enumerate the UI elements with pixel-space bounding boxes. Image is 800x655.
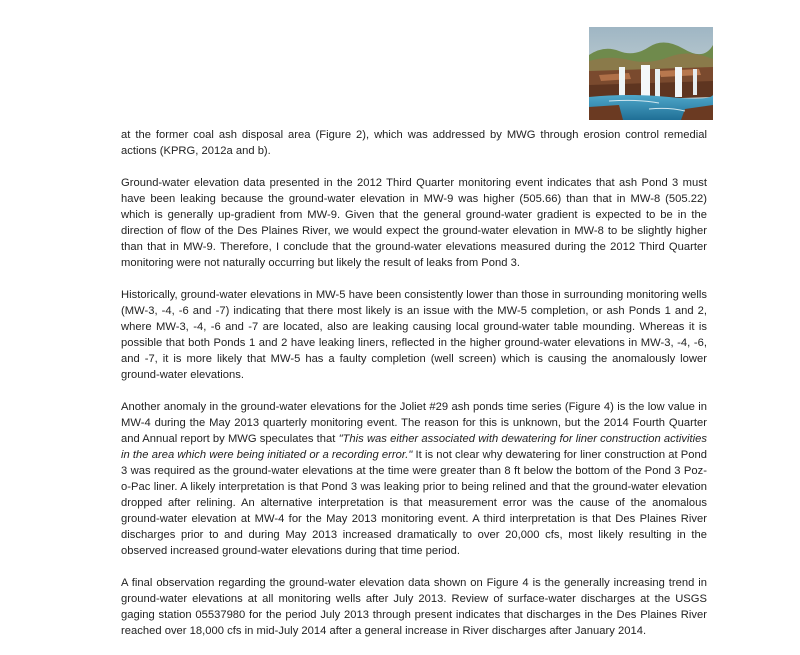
body-text (121, 127, 707, 655)
paragraph-1: at the former coal ash disposal area (Figure 2), which was addressed by MWG through erosion control remedial actions (KPRG, 2012a and b). (121, 129, 707, 157)
paragraph-4-quote: "This was either associated with dewatering for liner construction activities in the area which were being initiated or a recording error." (121, 433, 707, 461)
waterfall-image (589, 27, 713, 120)
paragraph-4 (121, 399, 707, 559)
waterfall-photo-logo (589, 27, 713, 120)
paragraph-5: A final observation regarding the ground-water elevation data shown on Figure 4 is the generally increasing trend in ground-water elevations at all monitoring wells after July 2013. Review of surface-water discharges at the USGS gaging station 05537980 for the period July 2013 through present indicates that discharges in the Des Plaines River reached over 18,000 cfs in mid-July 2014 after a general increase in River discharges after January 2014. (121, 577, 707, 637)
paragraph-4-text-b: It is not clear why dewatering for liner construction at Pond 3 was required as the ground-water elevations at the time were greater than 8 ft below the bottom of the Pond 3 Poz-o-Pac liner. A likely interpretation is that Pond 3 was leaking prior to being relined and that the ground-water elevation dropped after relining. An alternative interpretation is that measurement error was the cause of the anomalous ground-water elevation at MW-4 for the May 2013 monitoring event. A third interpretation is that Des Plaines River discharges prior to and during May 2013 increased dramatically to over 20,000 cfs, most likely resulting in the observed increased ground-water elevations during that time period. (121, 449, 707, 557)
paragraph-3: Historically, ground-water elevations in MW-5 have been consistently lower than those in surrounding monitoring wells (MW-3, -4, -6 and -7) indicating that there most likely is an issue with the MW-5 completion, or ash Ponds 1 and 2, where MW-3, -4, -6 and -7 are located, also are leaking causing local ground-water table mounding. Whereas it is possible that both Ponds 1 and 2 have leaking liners, reflected in the higher ground-water elevations in MW-3, -4, -6, and -7, it is more likely that MW-5 has a faulty completion (well screen) which is causing the anomalously lower ground-water elevations. (121, 289, 707, 381)
paragraph-2: Ground-water elevation data presented in the 2012 Third Quarter monitoring event indicates that ash Pond 3 must have been leaking because the ground-water elevation in MW-9 was higher (505.66) than that in MW-8 (505.22) which is generally up-gradient from MW-9. Given that the general ground-water gradient is expected to be in the direction of flow of the Des Plaines River, we would expect the ground-water elevation in MW-8 to be slightly higher than that in MW-9. Therefore, I conclude that the ground-water elevations measured during the 2012 Third Quarter monitoring were not naturally occurring but likely the result of leaks from Pond 3. (121, 177, 707, 269)
paragraph-4-text-a: Another anomaly in the ground-water elevations for the Joliet #29 ash ponds time series (Figure 4) is the low value in MW-4 during the May 2013 quarterly monitoring event. The reason for this is unknown, but the 2014 Fourth Quarter and Annual report by MWG speculates that (121, 401, 707, 445)
